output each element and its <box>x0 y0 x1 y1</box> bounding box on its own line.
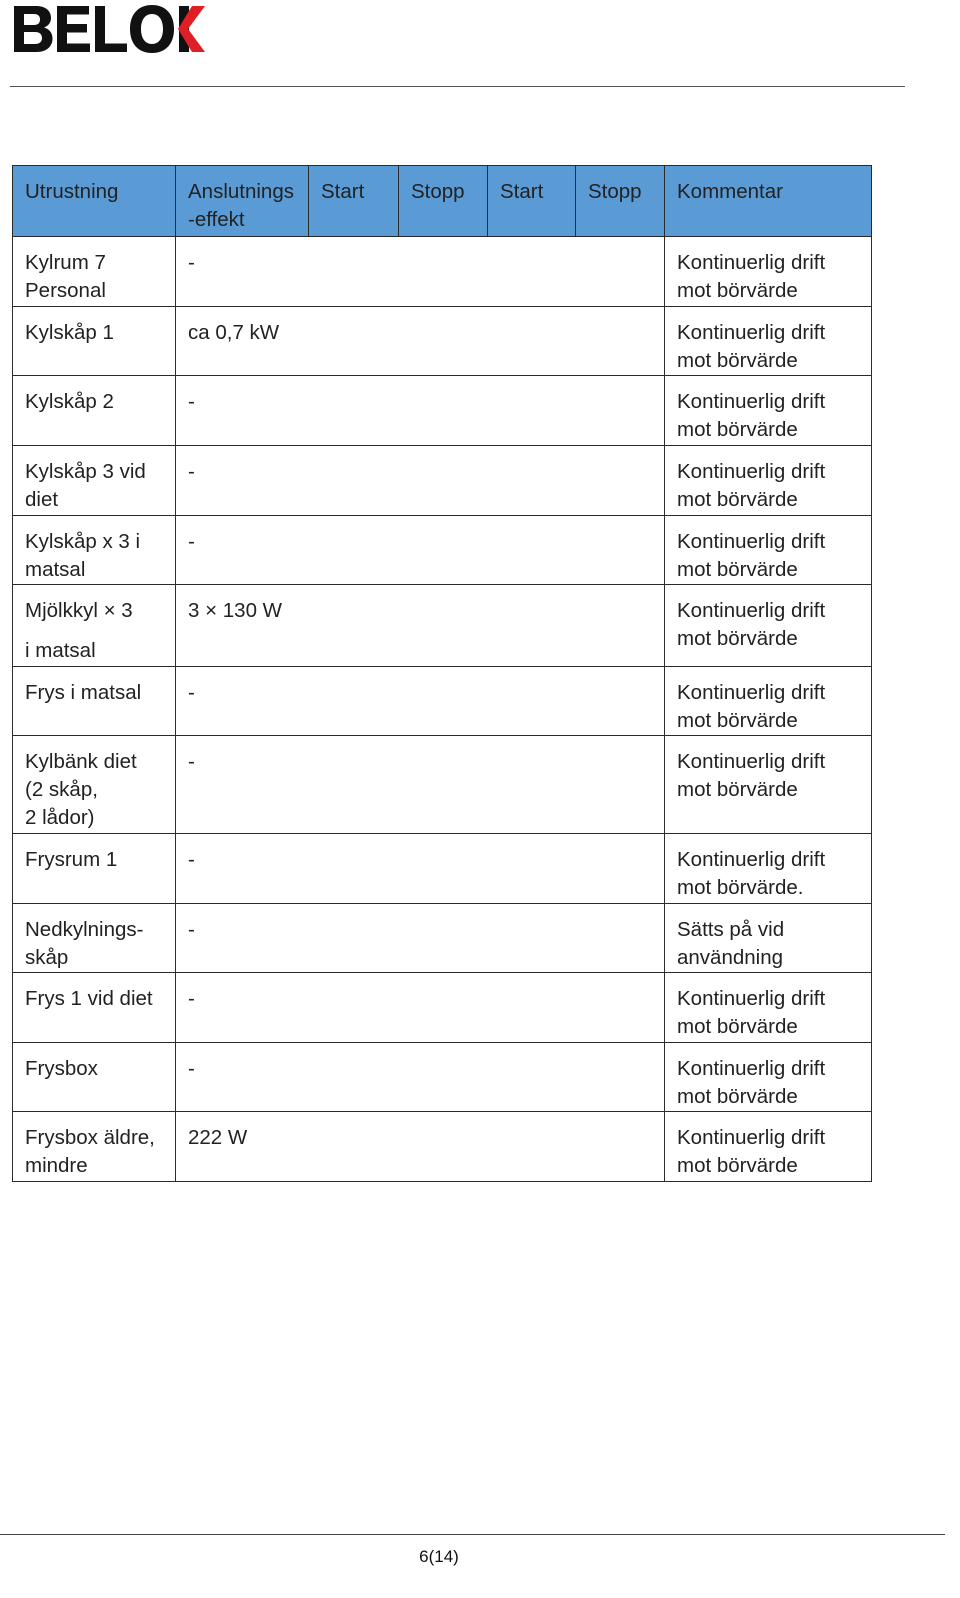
cell-anslutningseffekt: 222 W <box>176 1112 309 1182</box>
column-header-stopp-1: Stopp <box>399 166 488 237</box>
cell-kommentar: Kontinuerlig drift mot börvärde <box>665 667 872 736</box>
cell-stopp-2 <box>576 376 665 446</box>
cell-stopp-2 <box>576 1043 665 1112</box>
page-number: 6(14) <box>419 1547 459 1566</box>
column-header-start-1: Start <box>309 166 399 237</box>
cell-start-1 <box>309 585 399 667</box>
table-row <box>13 667 872 736</box>
cell-stopp-1 <box>399 516 488 585</box>
column-header-anslutningseffekt: Anslutnings -effekt <box>176 166 309 237</box>
cell-utrustning: Frys i matsal <box>13 667 176 736</box>
cell-start-2 <box>488 237 576 307</box>
table-row <box>13 736 872 834</box>
cell-start-2 <box>488 307 576 376</box>
cell-start-1 <box>309 516 399 585</box>
cell-utrustning: Nedkylnings- skåp <box>13 904 176 973</box>
column-header-utrustning: Utrustning <box>13 166 176 237</box>
table-row <box>13 834 872 904</box>
cell-utrustning: Kylbänk diet (2 skåp, 2 lådor) <box>13 736 176 834</box>
cell-utrustning: Kylskåp x 3 i matsal <box>13 516 176 585</box>
cell-utrustning: Frysrum 1 <box>13 834 176 904</box>
cell-anslutningseffekt: - <box>176 904 309 973</box>
cell-start-1 <box>309 973 399 1043</box>
cell-start-2 <box>488 585 576 667</box>
cell-stopp-2 <box>576 667 665 736</box>
cell-start-2 <box>488 1112 576 1182</box>
table-row <box>13 585 872 667</box>
cell-start-2 <box>488 516 576 585</box>
cell-start-1 <box>309 1043 399 1112</box>
table-row <box>13 376 872 446</box>
cell-utrustning: Kylskåp 2 <box>13 376 176 446</box>
header-divider <box>10 86 905 87</box>
cell-stopp-1 <box>399 904 488 973</box>
cell-stopp-2 <box>576 834 665 904</box>
cell-stopp-1 <box>399 834 488 904</box>
table-row <box>13 973 872 1043</box>
cell-stopp-1 <box>399 973 488 1043</box>
cell-anslutningseffekt: - <box>176 667 309 736</box>
belok-logo <box>12 2 212 58</box>
cell-start-1 <box>309 446 399 516</box>
cell-start-1 <box>309 237 399 307</box>
cell-kommentar: Kontinuerlig drift mot börvärde <box>665 585 872 667</box>
cell-kommentar: Kontinuerlig drift mot börvärde <box>665 973 872 1043</box>
cell-stopp-2 <box>576 736 665 834</box>
footer-divider <box>0 1534 945 1535</box>
table-row <box>13 237 872 307</box>
column-header-start-2: Start <box>488 166 576 237</box>
cell-stopp-1 <box>399 1112 488 1182</box>
cell-stopp-1 <box>399 376 488 446</box>
cell-start-2 <box>488 376 576 446</box>
cell-utrustning: Kylrum 7 Personal <box>13 237 176 307</box>
cell-anslutningseffekt: ca 0,7 kW <box>176 307 309 376</box>
cell-kommentar: Kontinuerlig drift mot börvärde <box>665 307 872 376</box>
cell-stopp-2 <box>576 446 665 516</box>
cell-start-1 <box>309 736 399 834</box>
cell-stopp-2 <box>576 973 665 1043</box>
cell-anslutningseffekt: - <box>176 516 309 585</box>
cell-start-2 <box>488 904 576 973</box>
cell-stopp-2 <box>576 237 665 307</box>
cell-start-1 <box>309 1112 399 1182</box>
cell-stopp-2 <box>576 904 665 973</box>
table-row <box>13 516 872 585</box>
cell-kommentar: Kontinuerlig drift mot börvärde <box>665 446 872 516</box>
cell-stopp-1 <box>399 307 488 376</box>
cell-kommentar: Kontinuerlig drift mot börvärde <box>665 736 872 834</box>
cell-kommentar: Kontinuerlig drift mot börvärde <box>665 237 872 307</box>
cell-utrustning: Kylskåp 3 vid diet <box>13 446 176 516</box>
cell-anslutningseffekt: - <box>176 834 309 904</box>
cell-anslutningseffekt: - <box>176 446 309 516</box>
column-header-stopp-2: Stopp <box>576 166 665 237</box>
cell-start-2 <box>488 667 576 736</box>
cell-anslutningseffekt: - <box>176 376 309 446</box>
cell-kommentar: Kontinuerlig drift mot börvärde <box>665 1112 872 1182</box>
cell-start-2 <box>488 1043 576 1112</box>
cell-start-1 <box>309 904 399 973</box>
equipment-table <box>12 165 872 1182</box>
cell-kommentar: Sätts på vid användning <box>665 904 872 973</box>
cell-stopp-2 <box>576 307 665 376</box>
table-row <box>13 1112 872 1182</box>
cell-start-1 <box>309 376 399 446</box>
cell-anslutningseffekt: - <box>176 1043 309 1112</box>
cell-stopp-1 <box>399 237 488 307</box>
cell-start-1 <box>309 307 399 376</box>
column-header-kommentar: Kommentar <box>665 166 872 237</box>
cell-start-1 <box>309 667 399 736</box>
cell-anslutningseffekt: - <box>176 237 309 307</box>
table-row <box>13 446 872 516</box>
cell-stopp-1 <box>399 1043 488 1112</box>
cell-stopp-2 <box>576 516 665 585</box>
table-row <box>13 904 872 973</box>
cell-utrustning: Frysbox äldre, mindre <box>13 1112 176 1182</box>
cell-kommentar: Kontinuerlig drift mot börvärde <box>665 516 872 585</box>
cell-start-2 <box>488 736 576 834</box>
table-row <box>13 1043 872 1112</box>
cell-stopp-1 <box>399 446 488 516</box>
belok-logo-graphic <box>12 2 212 58</box>
cell-start-2 <box>488 446 576 516</box>
cell-anslutningseffekt: 3 × 130 W <box>176 585 309 667</box>
cell-kommentar: Kontinuerlig drift mot börvärde. <box>665 834 872 904</box>
cell-start-2 <box>488 834 576 904</box>
cell-stopp-1 <box>399 667 488 736</box>
cell-utrustning: Frysbox <box>13 1043 176 1112</box>
cell-start-2 <box>488 973 576 1043</box>
cell-kommentar: Kontinuerlig drift mot börvärde <box>665 376 872 446</box>
cell-utrustning: Mjölkkyl × 3 i matsal <box>13 585 176 667</box>
cell-utrustning: Kylskåp 1 <box>13 307 176 376</box>
cell-anslutningseffekt: - <box>176 736 309 834</box>
cell-start-1 <box>309 834 399 904</box>
cell-utrustning: Frys 1 vid diet <box>13 973 176 1043</box>
table-header-row <box>13 166 872 237</box>
cell-stopp-2 <box>576 1112 665 1182</box>
cell-kommentar: Kontinuerlig drift mot börvärde <box>665 1043 872 1112</box>
cell-stopp-1 <box>399 585 488 667</box>
table-row <box>13 307 872 376</box>
cell-anslutningseffekt: - <box>176 973 309 1043</box>
cell-stopp-1 <box>399 736 488 834</box>
cell-stopp-2 <box>576 585 665 667</box>
